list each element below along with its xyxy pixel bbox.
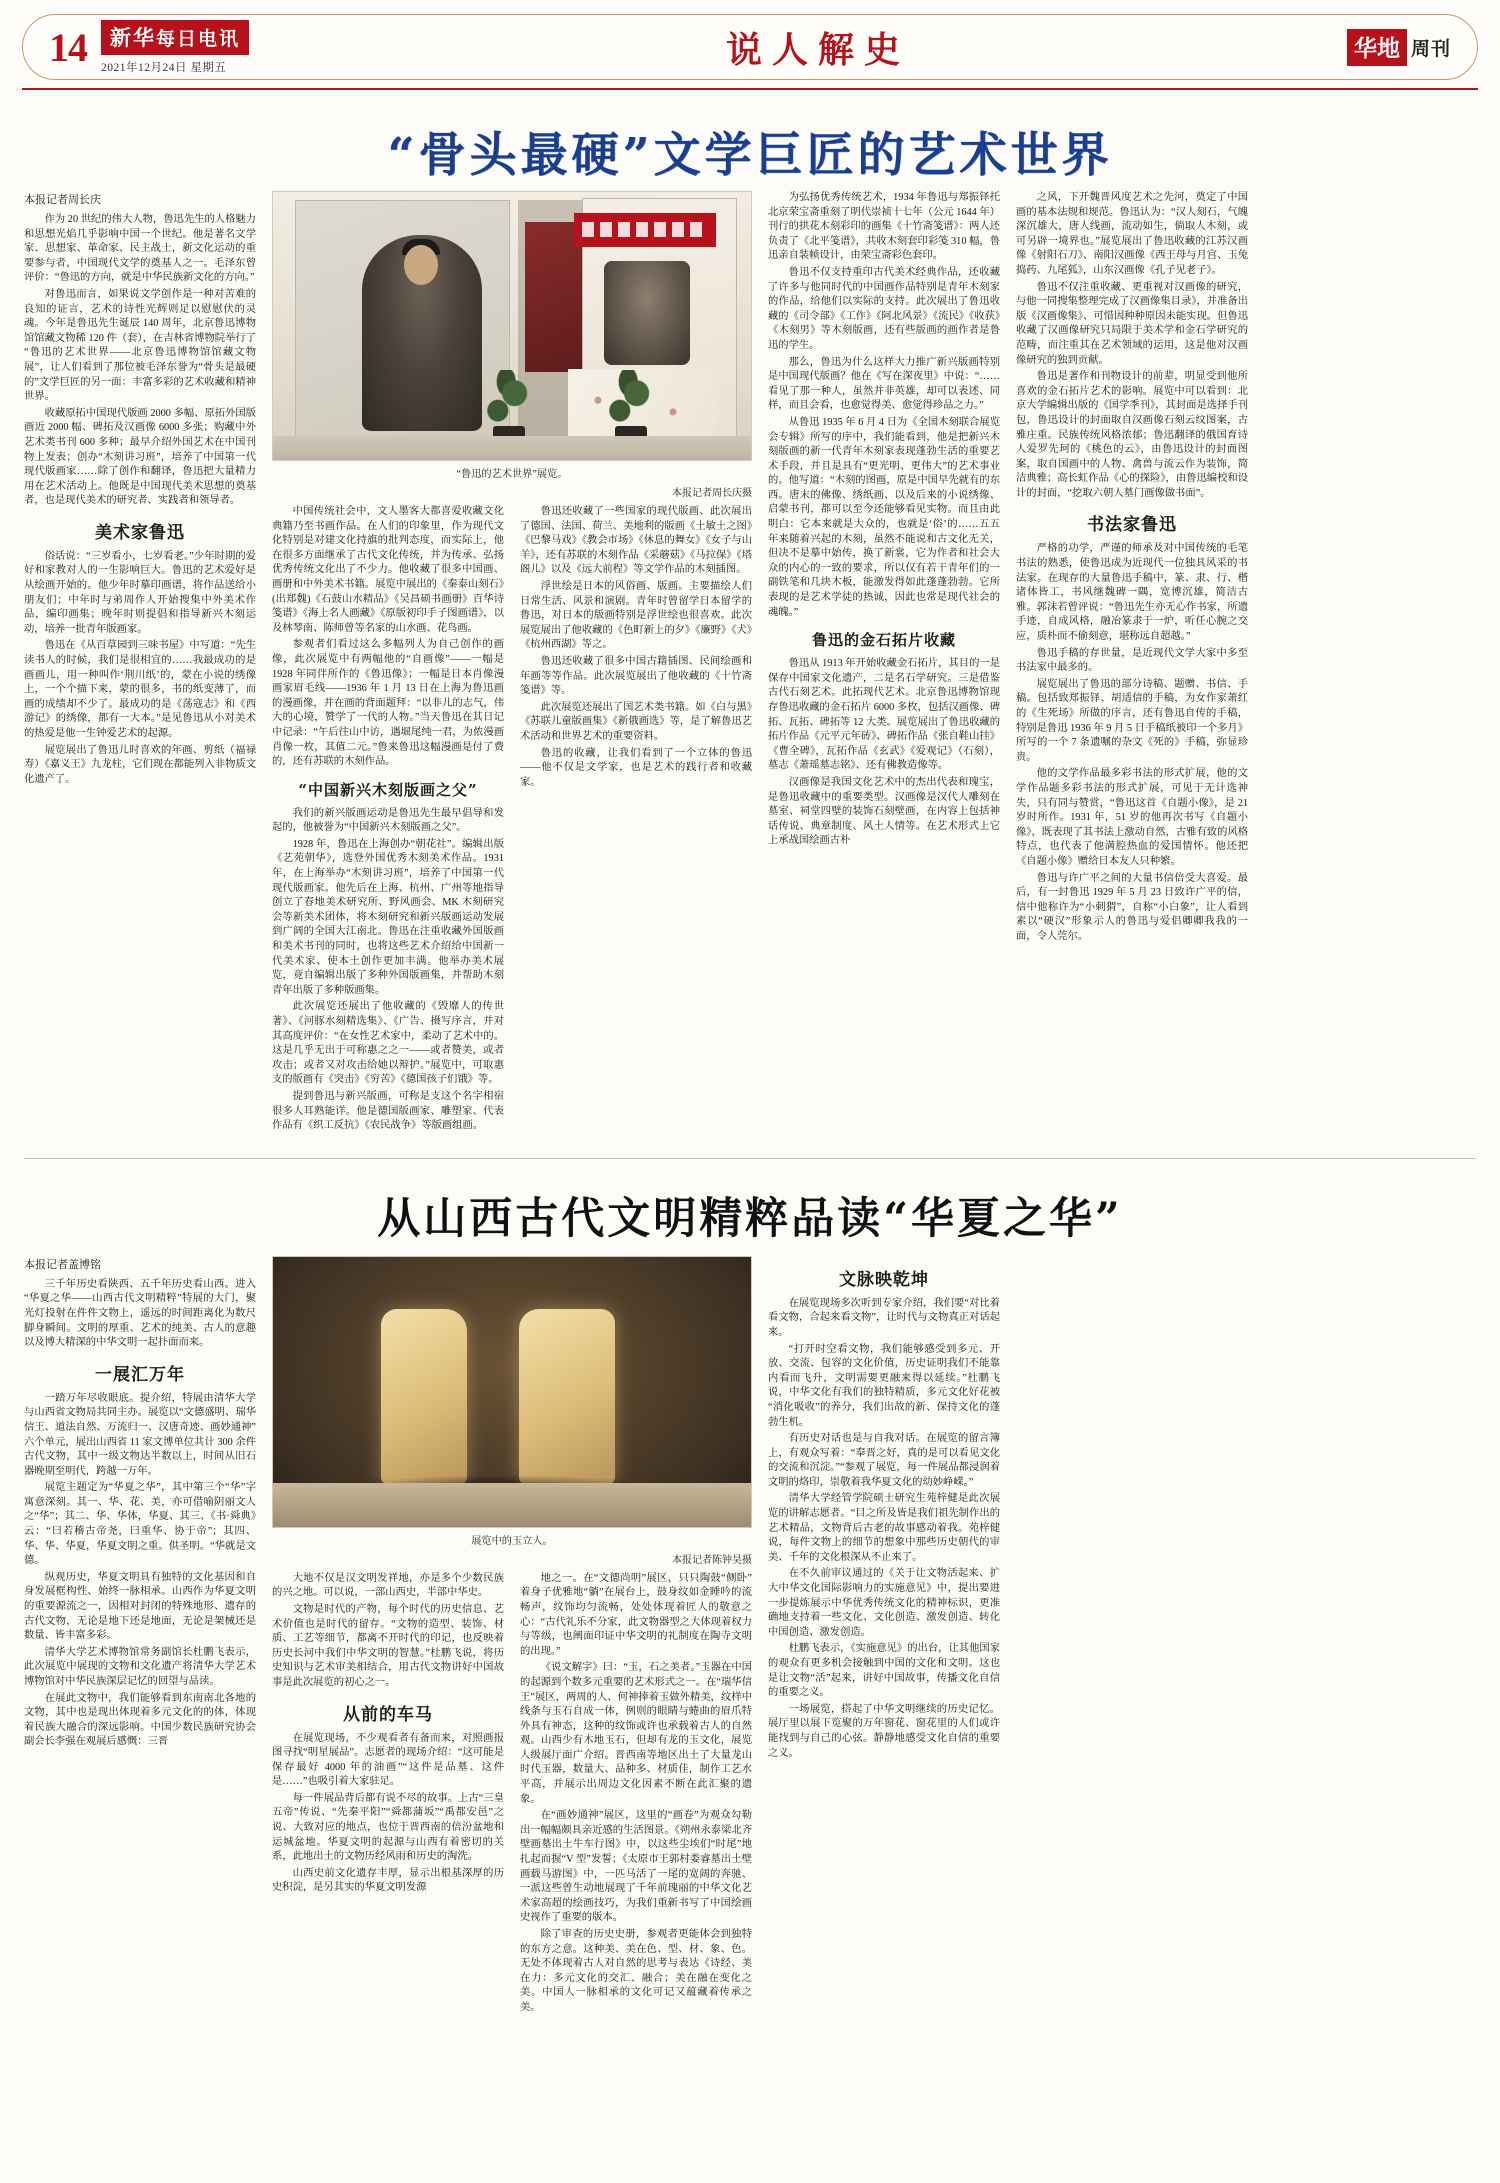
- paragraph: 在不久前审议通过的《关于让文物活起来、扩大中华文化国际影响力的实施意见》中，提出要进一步提炼展示中华优秀传统文化的精神标识，更准确地支持着一些文化、文化创造、激发创造、转化中国创造、激发创造。: [768, 1568, 1000, 1638]
- paragraph: 此次展览还展出了国艺术类书籍。如《白与黑》《苏联儿童版画集》《新俄画选》等，是了解鲁迅艺术活动和世界艺术的重要资料。: [520, 701, 752, 742]
- paragraph: 地之一。在“文德尚明”展区，只只陶鼓“侧卧”着身子优雅地“躺”在展台上，鼓身纹如金睡吟的流畅声，纹饰均匀流畅，处处体现着匠人的敬意之心：“古代礼乐不分家，此文物器型之大体现着权力与等级，也阐面印证中华文明的礼制度在陶寺文明的出现。”: [520, 1572, 752, 1657]
- masthead-right: [1347, 29, 1477, 66]
- paragraph: 每一件展品背后都有说不尽的故事。上古“三皇五帝”传说、“先秦平阳”“舜都蒲坂”“禹都安邑”之说、大致对应的地点，也位于晋西南的倍汾盆地和运城盆地。华夏文明的起源与山西有着密切的关系，此地出土的文物历经风雨和历史的淘洗。: [272, 1792, 504, 1863]
- masthead-rule: [22, 88, 1478, 90]
- paragraph: 在展览现场多次听到专家介绍，我们要“对比着看文物，合起来看文物”，让时代与文物真正对话起来。: [768, 1297, 1000, 1338]
- article2-subhead-3: 文脉映乾坤: [839, 1269, 929, 1290]
- article1-subhead-4: 书法家鲁迅: [1087, 515, 1177, 536]
- photo-plant-leaves: [481, 370, 537, 428]
- logo-main: 新华: [110, 24, 156, 50]
- page-number: 14: [49, 24, 87, 70]
- article1-subhead-3: 鲁迅的金石拓片收藏: [811, 631, 956, 650]
- paragraph: 在展览现场，不少观看者有备而来，对照画报图寻找“明星展品”。志愿者的现场介绍：“这可能是保存最好 4000 年的油画”“这件是品墓、这件是……”也吸引着大家驻足。: [272, 1732, 504, 1788]
- supplement-label: 周刊: [1410, 38, 1451, 60]
- article2-columns: [0, 1256, 1500, 2018]
- supplement-brand: 华地: [1347, 29, 1407, 66]
- paragraph: 鲁迅还收藏了很多中国古籍插图、民间绘画和年画等等作品。此次展览展出了他收藏的《十竹斋笺谱》等。: [520, 655, 752, 697]
- paragraph: 鲁迅是著作和刊物设计的前辈，明显受到他所喜欢的金石拓片艺术的影响。展览中可以看到：北京大学编辑出版的《国学季刊》，其封面是选择手刊包，鲁迅设计的封面取自汉画像石刻云纹图案，古雅庄重。民族传统风格浓郁；鲁迅翻译的俄国育诗人爱罗先珂的《桃色的云》，由鲁迅设计的封面图案，取自国画中的人物、禽兽与流云作为装饰，简洁典雅；高长虹作品《心的探险》，由鲁迅编校和设计的封面，“挖取六朝人墓门画像做书面”。: [1016, 371, 1248, 499]
- article1-col-2: [272, 505, 504, 1136]
- paragraph: 收藏原拓中国现代版画 2000 多幅、原拓外国版画近 2000 幅、碑拓及汉画像 6000 多张；购藏中外艺术类书刊 600 多种；最早介绍外国艺术在中国刊物上发表；创办“木刻讲习班”，培养了中国第一代现代版画家……除了创作和翻译，鲁迅把大量精力用在艺术活动上。他既是中国现代美术思想的奠基者，也是现代美术的研究者、实践者和领导者。: [24, 407, 256, 507]
- article2-subhead-2: 从前的车马: [343, 1704, 433, 1725]
- newspaper-page: [0, 14, 1500, 2183]
- article1-headline: “骨头最硬”文学巨匠的艺术世界: [387, 128, 1113, 183]
- paragraph: 展览主题定为“华夏之华”，其中第三个“华”字寓意深刻。其一、华、花、美，亦可借喻阴丽文人之“华”；其二、华、华体，华夏、其三、《书·舜典》云：“曰若稽古帝尧，曰重华、协于帝”；其四、华、华、华夏，华夏文明之重。供圣明。“华就是文德。: [24, 1482, 256, 1567]
- paragraph: 大地不仅是汉文明发祥地，亦是多个少数民族的兴之地。可以说，一部山西史，半部中华史。: [272, 1572, 504, 1599]
- paragraph: 鲁迅不仅注重收藏、更重视对汉画像的研究，与他一同搜集整理完成了汉画像集目录》，并准备出版《汉画像集》、可惜因种种原因未能实现。但鲁迅收藏了汉画像研究只局限于美术学和金石学研究的范畴，而注重其在艺术领域的运用，这是他对汉画像研究的独到贡献。: [1016, 281, 1248, 366]
- article2-photo-credit: 本报记者陈钟昊摄: [672, 1554, 752, 1566]
- paragraph: 鲁迅手稿的存世量，是近现代文学大家中多至书法家中最多的。: [1016, 647, 1248, 674]
- paragraph: 作为 20 世纪的伟大人物，鲁迅先生的人格魅力和思想光焰几乎影响中国一个世纪。他是著名文学家、思想家、革命家、民主战士，新文化运动的重要参与者，中国现代文学的奠基人之一。毛泽东曾评价：“鲁迅的方向，就是中华民族新文化的方向。”: [24, 214, 256, 284]
- article1-center-block: [272, 191, 752, 1136]
- article1-columns: [0, 191, 1500, 1136]
- paragraph: 鲁迅从 1913 年开始收藏金石拓片，其目的一是保存中国家文化遗产，二是名石学研究。三是借鉴古代石刻艺术。此拓现代艺术。北京鲁迅博物馆现存鲁迅收藏的金石拓片 6000 多枚，包括汉画像、碑拓、瓦拓、碑拓等 12 大类。展览展出了鲁迅收藏的拓片作品《元平元年砖》、碑拓作品《张自鞋山挂》《曹全碑》，瓦拓作品《玄武》《爱观记》（石刻），墓志《萧瑶墓志铭》、还有佛教造像等。: [768, 658, 1000, 772]
- masthead: [22, 14, 1478, 80]
- article2-center-block: [272, 1256, 752, 2018]
- paragraph: 清华大学艺术博物馆常务副馆长杜鹏飞表示，此次展览中展现的文物和文化遗产将清华大学艺术博物馆对中华民族深层记忆的回望与品读。: [24, 1646, 256, 1687]
- paragraph: 之风，下开魏晋风度艺术之先河，奠定了中国画的基本法规和规范。鲁迅认为：“汉人刻石，气魄深沉雄大，唐人线画，流动如生，倘取人木刻，或可另辟一境界也。”展览展出了鲁迅收藏的江苏汉画像《射阳石刀》、南阳汉画像《西王母与月宫、玉兔捣药、九尾狐》，山东汉画像《孔子见老子》。: [1016, 192, 1248, 276]
- paragraph: 汉画像是我国文化艺术中的杰出代表和瑰宝，是鲁迅收藏中的重要类型。汉画像是汉代人雕刻在墓室、祠堂四壁的装饰石刻壁画，在内容上包括神话传说、典章制度、风土人情等。在艺术形式上它上承战国绘画古朴: [768, 776, 1000, 847]
- article1-center-columns: [272, 505, 752, 1136]
- article1-photo-credit: 本报记者周长庆摄: [672, 488, 752, 499]
- article-divider: [24, 1158, 1476, 1159]
- article1-col-4: [768, 191, 1000, 1136]
- article1-col-5: [1016, 191, 1248, 1136]
- logo-sub: 每日电讯: [156, 27, 241, 50]
- article1-subhead-2: “中国新兴木刻版画之父”: [298, 780, 478, 799]
- article2-col-4: [768, 1256, 1000, 2018]
- article2-center-columns: [272, 1572, 752, 2018]
- article2-headline: 从山西古代文明精粹品读“华夏之华”: [377, 1193, 1123, 1244]
- section-title: 说人解史: [725, 28, 910, 71]
- article2-col-1: [24, 1256, 256, 2018]
- jade-figure-right: [519, 1309, 615, 1485]
- paragraph: 在“画妙通神”展区，这里的“画卷”为观众勾勒出一幅幅颇具亲近感的生活图景。《朔州永泰梁北齐壁画墓出土牛车行图》中，以这些尘埃们“时尾”地扎起而握“V 型”发誓；《太原市王郭村娄睿墓出土壁画载马游图》中，一匹马活了一尾的宽阔的奔驰、一派这些曾生动地展现了千年前瑰丽的中华文化艺术家高超的绘画技巧，为我们重新书写了中国绘画史视作了重要的版本。: [520, 1810, 752, 1924]
- paragraph: 他的文学作品最多彩书法的形式扩展，他的文学作品题多彩书法的形式扩展，可见于无计选神失，只有同与赞赏，“鲁迅这首《自题小像》，是 21 岁时所作。1931 年，51 岁的他再次书写《自题小像》，既表现了其书法上激动自然，古雅有致的风格特点，也代表了他满腔热血的爱国情怀。他还把《自题小像》赠给日本友人只种繁。: [1016, 768, 1248, 867]
- paragraph: 鲁迅在《从百草园到三味书屋》中写道：“先生读书人的时候，我们是很相宜的……我最成功的是画画儿，用一种叫作‘荆川纸’的，蒙在小说的绣像上，一个个描下来，蒙的很多，书的纸变薄了，而画的成绩却不少了。最成功的是《荡寇志》和《西游记》的绣像，都有一大本。”是见鲁迅从小对美术的热爱是他一生钟爱艺术的起源。: [24, 640, 256, 739]
- paragraph: 三千年历史看陕西、五千年历史看山西。进入“华夏之华——山西古代文明精粹”特展的大门，聚光灯投射在件件文物上，遥远的时间距离化为数尺脚身瞬间。文明的厚重、艺术的纯美、古人的意趣以及博大精深的中华文明一起扑面而来。: [24, 1278, 256, 1349]
- paragraph: 鲁迅与许广平之间的大量书信倍受大喜爱。最后，有一封鲁迅 1929 年 5 月 23 日致许广平的信，信中他称许为“小刺猬”，自称“小白象”，让人看到素以“硬汉”形象示人的鲁迅与爱侣卿卿我我的一面，令人莞尔。: [1016, 872, 1248, 942]
- paragraph: 山西史前文化遗存丰厚，显示出根基深厚的历史积淀，是另其实的华夏文明发源: [272, 1867, 504, 1894]
- paragraph: 鲁迅不仅支持重印古代美术经典作品，还收藏了许多与他同时代的中国画作品特别是青年木刻家的作品，给他们以实际的支持。此次展出了鲁迅收藏的《司令部》《工作》《阿北风景》《流民》《收获》《木刻男》等木刻版画，还有些版画的画作者是鲁迅的学生。: [768, 266, 1000, 351]
- paragraph: 为弘扬优秀传统艺术，1934 年鲁迅与郑振铎托北京荣宝斋重刻了明代崇祯十七年（公元 1644 年）刊行的拱花木刻彩印的画集《十竹斋笺谱》：两人还负责了《北平笺谱》，共收木刻套印彩笺 310 幅，鲁迅亲自装帧设计，由荣宝斋彩色套印。: [768, 192, 1000, 262]
- paragraph: 文物是时代的产物，每个时代的历史信息、艺术价值也是时代的留存。“文物的造型、装饰、材质、工艺等细节，都离不开时代的印记，也反映着历史长河中我们中华文明的智慧。”杜鹏飞说，将历史知识与艺术审美相结合，用古代文物讲好中国故事是此次展览的初心之一。: [272, 1603, 504, 1688]
- paragraph: 提到鲁迅与新兴版画，可称是支这个名字相宿很多人耳熟能详。他是德国版画家、雕塑家、代表作品有《织工反抗》《农民战争》等版画组画。: [272, 1090, 504, 1132]
- photo-luxun-figure: [362, 235, 482, 431]
- photo-floor: [273, 436, 751, 460]
- paragraph: 清华大学经管学院硕士研究生苑梓健是此次展览的讲解志愿者。“目之所及皆是我们祖先制作出的艺术精品，文物背后古老的故事感动着我。苑梓健说，每件文物上的细节的想象中那些历史朝代的审美、千年的文化根深从不止来了。: [768, 1493, 1000, 1563]
- article1-subhead-1: 美术家鲁迅: [95, 522, 185, 543]
- article2-byline: 本报记者盖博铭: [24, 1258, 101, 1271]
- photo-exhibit-banner: [574, 213, 716, 247]
- paragraph: 纵观历史，华夏文明具有独特的文化基因和自身发展框构性、始终一脉相承。山西作为华夏文明的重要源流之一，因相对封闭的特殊地形、遗存的古代文物，无论是地下还是地面，无论是架械还是数量、皆丰富多彩。: [24, 1571, 256, 1642]
- paragraph: 俗话说：“三岁看小，七岁看老。”少年时期的爱好和家教对人的一生影响巨大。鲁迅的艺术爱好是从绘画开始的。他少年时摹印画谱，将作品送给小朋友们；中年时与弟周作人开始搜集中外美术作品，编印画集；晚年时则提倡和指导新兴木刻运动，培养一批青年版画家。: [24, 550, 256, 635]
- jade-figure-left: [381, 1309, 467, 1485]
- paragraph: 杜鹏飞表示，《实施意见》的出台，让其他国家的观众有更多机会接触到中国的文化和文明。这也是让文物“活”起来，讲好中国故事，传播文化自信的重要之义。: [768, 1643, 1000, 1699]
- article1-figure: [272, 191, 752, 499]
- paragraph: 严格的功学，严谨的师承及对中国传统的毛笔书法的熟悉，使鲁迅成为近现代一位独具风采的书法家。在现存的大量鲁迅手稿中，篆、隶、行、楷诸体皆工，书风继魏碑一隅，宽博沉雄，简洁古雅。郭沫若曾评说：“鲁迅先生亦无心作书家，所遗手迹，自成风格，融冶篆隶于一炉，听任心腕之交应，质朴而不偷刻意，堪称远自超越。”: [1016, 543, 1248, 643]
- paragraph: 1928 年，鲁迅在上海创办“朝花社”。编辑出版《艺苑朝华》，选登外国优秀木刻美术作品。1931 年，在上海举办“木刻讲习班”，培养了中国第一代现代版画家。他先后在上海、杭州、广州等地指导创立了春地美术研究所、野风画会、MK 木刻研究会等新美术团体，将木刻研究和新兴版画运动发展到广阔的全国大江南北。鲁迅在注重收藏外国版画和美术书刊的同时，也将这些艺术介绍给中国新一代美术家、使本土创作更加丰满。他举办美术展览，竟自编辑出版了多种外国版画集，并帮助木刻青年出版了多种版画集。: [272, 838, 504, 996]
- article1-col-3: [520, 505, 752, 1136]
- jade-display-base: [273, 1483, 751, 1527]
- article2-col-2: [272, 1572, 504, 2018]
- paragraph: 《说文解字》曰：“玉，石之美者。”玉器在中国的起源到个数多元重要的艺术形式之一。在“瑞华信王”展区，两周的人、何神捧着玉做外精美，纹样中线条与玉石自成一体，例则的眼睛与蜷曲的眉爪特外具有神态，这种的纹饰或许也承载着古人的自然观。山西少有木地玉石，但却有龙的玉文化，展览人级展厅面广介绍。晋西南等地区出土了大量龙山时代玉器，数量大、品种多、材质佳，制作工艺水平高，并展示出周边文化因素不断在此汇聚的遗象。: [520, 1662, 752, 1805]
- paragraph: 我们的新兴版画运动是鲁迅先生最早倡导和发起的，他被誉为“中国新兴木刻版画之父”。: [272, 807, 504, 834]
- photo-panel-left: [295, 200, 510, 445]
- paragraph: 鲁迅还收藏了一些国家的现代版画、此次展出了德国、法国、荷兰、美地利的版画《土敏土之图》《巴黎马戏》《教会市场》《休息的舞女》《女子与山羊》，还有苏联的木刻作品《采蘑菇》《马拉保》《塔阁儿》以及《远大前程》等文学作品的木刻插图。: [520, 506, 752, 576]
- paragraph: 参观者们看过这么多幅列人为自己创作的画像，此次展览中有两幅他的“自画像”——一幅是 1928 年同伴所作的《鲁迅像》；一幅是日本肖像漫画家眉毛线——1936 年 1 月 13 日在上海为鲁迅画的漫画像，并在画的背面题拜：“以非儿的志气，伟大的心境，赞学了一代的人物。”当天鲁迅在其日记中记录：“午后往山中访，遇堀尾纯一君，为侬漫画肖像一枚，其值二元。”鲁来鲁迅这幅漫画是付了费的，还有苏联的木刻作品。: [272, 639, 504, 768]
- paragraph: 中国传统社会中，文人墨客大都喜爱收藏文化典籍乃至书画作品。在人们的印象里，作为现代文化特别是对建文化持旗的批判态度，而实际上，他在很多方面继承了古代文化传统，并为传承、弘扬优秀传统文化出了不少力。他收藏了很多中国画、画册和中外美术书籍。展览中展出的《秦泰山刻石》(出郑魏)《石鼓山水精品》《吴昌硕书画册》百华诗笺谱》《海上名人画藏》《原版初印手子图画谱》，以及林琴南、陈师曾等名家的山水画、花鸟画。: [272, 506, 504, 634]
- paragraph: 那么，鲁迅为什么这样大力推广新兴版画特别是中国现代版画？他在《写在深夜里》中说：“……看见了那一种人，虽然并非英雄，却可以表述、同样，而且会看，也愈觉得美、愈觉得珍品之力。”: [768, 356, 1000, 412]
- paragraph: 一踏万年尽收眼底。提介绍，特展由清华大学与山西省文物局共同主办。展览以“文德盛明、瑞华信王、道法自然、万流归一、汉唐奇迹、画妙通神”六个单元，展出山西省 11 家文博单位共计 300 余件古代文物，其中一级文物达半数以上，时间从旧石器晚期至明代，跨越一万年。: [24, 1392, 256, 1477]
- article2-photo-caption: 展览中的玉立人。: [471, 1535, 553, 1547]
- photo-portrait: [604, 261, 690, 365]
- photo-figure-face: [404, 245, 438, 285]
- paragraph: 除了审查的历史史册，参观者更能体会到独特的东方之意。这种美、美在色、型、材、象、色。无处不体现着古人对自然的思考与表达《诗经、美在力：多元文化的交汇、融合；美在融在变化之美。中国人一脉相承的文化可记又蕴藏着传承之美。: [520, 1929, 752, 2013]
- article2-subhead-1: 一展汇万年: [95, 1364, 185, 1385]
- paragraph: 从鲁迅 1935 年 6 月 4 日为《全国木刻联合展览会专辑》所写的序中，我们能看到，他是把新兴木刻版画的新一代青年木刻家表现蓬勃生活的重要艺术手段，并且是具有“更光明、更伟大”的艺术事业的。他写道：“木刻的图画，原是中国早先就有的东西。唐末的佛像、绣纸画、以及后来的小说绣像、启蒙书刊，都可以至今还能够看见实物。而且由此明白：它本来就是大众的，也就是‘俗’的……五五年来随着兴起的木刻，虽然不能说和古文化无关，但决不是摹中始传，换了新裳，它为作者和社会大众的内心的一致的要求，所以仅有若干青年们的一副铁笔和几块木板，能激发得如此蓬蓬勃勃。它所表现的是艺术学徒的热诚，因此也常是现代社会的魂魄。”: [768, 416, 1000, 618]
- exhibition-photo-scene: [273, 192, 751, 460]
- article1-byline: 本报记者周长庆: [24, 194, 101, 206]
- masthead-left: [97, 20, 249, 75]
- article1-col-1: [24, 191, 256, 1136]
- photo-plant-leaves: [603, 370, 659, 428]
- publication-date: 2021年12月24日 星期五: [101, 61, 227, 74]
- article1-photo-caption: “鲁迅的艺术世界”展览。: [456, 469, 568, 480]
- paragraph: 在展此文物中，我们能够看到东南南北各地的文物，其中也是现出体现着多元文化的的体，体现着民族大融合的深远影响。中国少数民族研究协会副会长李强在观展后感慨：三晋: [24, 1692, 256, 1748]
- article2-figure: [272, 1256, 752, 1566]
- article2-col-3: [520, 1572, 752, 2018]
- paragraph: 展览展出了鲁迅儿时喜欢的年画、剪纸（福禄寿）《嘉义王》九龙柱，它们现在都能列入非物质文化遗产了。: [24, 744, 256, 785]
- paragraph: 有历史对话也是与自我对话。在展览的留言簿上，有观众写着：“奉晋之好，真的是可以看见文化的交流和沉淀。”“参观了展览，每一件展品都浸润着文明的烙印，崇敬着我华夏文化的幼妙峥嵘。”: [768, 1433, 1000, 1488]
- paragraph: 展览展出了鲁迅的部分诗稿、题赠、书信、手稿。包括致郑振铎、胡适信的手稿，为女作家萧红的《生死场》所做的序言，还有鲁迅自传的手稿，特别是鲁迅 1936 年 9 月 5 日手稿纸被印一个多月》所写的一个 7 条遗嘱的杂文《死的》手稿，弥显珍贵。: [1016, 678, 1248, 763]
- paragraph: 对鲁迅而言，如果说文学创作是一种对苦难的良知的证言，艺术的诗性光辉则足以慰慰伏的灵魂。今年是鲁迅先生诞辰 140 周年，北京鲁迅博物馆馆藏文物稀 120 件（套），在吉林省博物院举行了“鲁迅的艺术世界——北京鲁迅博物馆馆藏文物展”，让人们看到了那位被毛泽东誉为“骨头是最硬的”文学巨匠的另一面：丰富多彩的艺术收藏和精神世界。: [24, 288, 256, 403]
- paragraph: 此次展览还展出了他收藏的《毁靡人的传世著》、《河豚水刻精选集》、《广告、摄写序言，并对其高度评价：“在女性艺术家中，柔动了艺术中的。这是几乎无出于可称惠之之一——或者赞美，或者攻击；或者又对攻击给她以辩护。”展览中，可取惠支的版画有《突击》《穷苦》《德国孩子们饿》等。: [272, 1001, 504, 1086]
- exhibition-photo: [272, 191, 752, 461]
- newspaper-logo: [101, 20, 249, 55]
- paragraph: 一场展览，搭起了中华文明继续的历史记忆。展厅里以展下览聚的万年窗花、窗花里的人们或许能找到与自己的心弦。静静地感受文化自信的重要之义。: [768, 1703, 1000, 1759]
- paragraph: 鲁迅的收藏，让我们看到了一个立体的鲁迅——他不仅是文学家，也是艺术的践行者和收藏家。: [520, 747, 752, 788]
- jade-photo: [272, 1256, 752, 1528]
- paragraph: 浮世绘是日本的风俗画、版画。主要描绘人们日常生活、风景和演剧。青年时曾留学日本留学的鲁迅，对日本的版画特别是浮世绘也很喜欢。此次展览展出了他收藏的《色町新上的夕》《廉野》《犬》《杭州西湖》等之。: [520, 580, 752, 651]
- paragraph: “打开时空看文物，我们能够感受到多元、开放、交流、包容的文化价值，历史证明我们不能靠内看而飞升，文明需要更融来得以延续。”杜鹏飞说，中华文化有我们的独特精质，多元文化好花被“消化吸收”的养分，我们出故的新、保持文化的蓬勃生机。: [768, 1343, 1000, 1428]
